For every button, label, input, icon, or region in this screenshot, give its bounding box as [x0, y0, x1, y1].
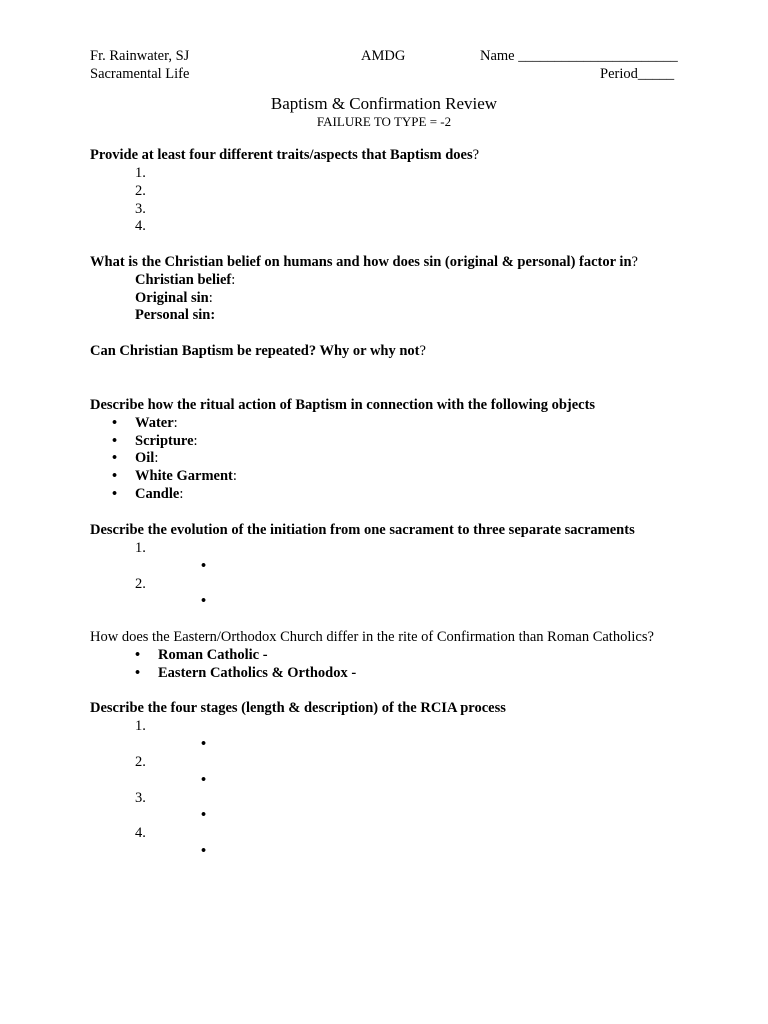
object-white-garment: [135, 467, 237, 485]
teacher-name: Fr. Rainwater, SJ: [90, 48, 190, 64]
object-scripture: [135, 432, 198, 450]
rite-roman-catholic: Roman Catholic -: [158, 647, 268, 663]
list-item: 2.: [135, 183, 146, 199]
list-item: 3.: [135, 790, 146, 806]
list-item: 1.: [135, 540, 146, 556]
bullet-icon: •: [201, 772, 207, 788]
question-7: [90, 699, 506, 717]
question-1: [90, 146, 479, 164]
student-name-field[interactable]: Name ______________________: [480, 48, 678, 64]
field-christian-belief: [135, 271, 235, 289]
question-4: [90, 396, 595, 414]
field-original-sin: [135, 289, 213, 307]
question-2-prompt: What is the Christian belief on humans and how does sin (original & personal) factor in: [90, 254, 632, 270]
object-suffix: :: [154, 450, 159, 466]
field-suffix: :: [231, 272, 236, 288]
bullet-icon: •: [201, 807, 207, 823]
field-label: Christian belief: [135, 272, 232, 288]
bullet-icon: •: [112, 433, 118, 449]
question-5-prompt: Describe the evolution of the initiation from one sacrament to three separate sacraments: [90, 522, 635, 538]
question-6-prompt: How does the Eastern/Orthodox Church differ in the rite of Confirmation than Roman Catholics?: [90, 629, 654, 645]
bullet-icon: •: [201, 593, 207, 609]
course-name: Sacramental Life: [90, 66, 190, 82]
bullet-icon: •: [112, 450, 118, 466]
list-item: 4.: [135, 825, 146, 841]
bullet-icon: •: [112, 468, 118, 484]
field-suffix: :: [208, 290, 213, 306]
object-label: White Garment: [135, 468, 233, 484]
list-item: 2.: [135, 576, 146, 592]
list-item: 2.: [135, 754, 146, 770]
question-3-prompt: Can Christian Baptism be repeated? Why or why not: [90, 343, 420, 359]
list-item: 3.: [135, 201, 146, 217]
field-label: Original sin: [135, 290, 209, 306]
object-label: Scripture: [135, 433, 194, 449]
question-1-prompt: Provide at least four different traits/aspects that Baptism does: [90, 147, 473, 163]
object-label: Water: [135, 415, 174, 431]
page-title: Baptism & Confirmation Review: [270, 94, 498, 113]
question-2-punct: ?: [631, 254, 638, 270]
field-personal-sin: [135, 306, 215, 324]
question-2: [90, 253, 638, 271]
list-item: 1.: [135, 718, 146, 734]
question-4-prompt: Describe how the ritual action of Baptism in connection with the following objects: [90, 397, 596, 413]
bullet-icon: •: [201, 558, 207, 574]
list-item: 1.: [135, 165, 146, 181]
question-1-punct: ?: [472, 147, 480, 163]
object-suffix: :: [179, 486, 184, 502]
bullet-icon: •: [201, 843, 207, 859]
question-3-punct: ?: [419, 343, 426, 359]
motto: AMDG: [361, 48, 406, 64]
object-candle: [135, 485, 183, 503]
object-suffix: :: [193, 433, 198, 449]
bullet-icon: •: [135, 647, 141, 663]
bullet-icon: •: [112, 415, 118, 431]
question-5: [90, 521, 635, 539]
bullet-icon: •: [112, 486, 118, 502]
period-field[interactable]: Period_____: [600, 66, 675, 82]
list-item: 4.: [135, 218, 146, 234]
object-water: [135, 414, 178, 432]
object-label: Candle: [135, 486, 180, 502]
bullet-icon: •: [201, 736, 207, 752]
object-oil: [135, 449, 158, 467]
field-label: Personal sin:: [135, 307, 216, 323]
rite-eastern-orthodox: Eastern Catholics & Orthodox -: [158, 665, 357, 681]
bullet-icon: •: [135, 665, 141, 681]
question-7-prompt: Describe the four stages (length & description) of the RCIA process: [90, 700, 506, 716]
object-suffix: :: [173, 415, 178, 431]
object-suffix: :: [232, 468, 237, 484]
object-label: Oil: [135, 450, 155, 466]
question-3: [90, 342, 426, 360]
page-subtitle: FAILURE TO TYPE = -2: [316, 114, 452, 129]
